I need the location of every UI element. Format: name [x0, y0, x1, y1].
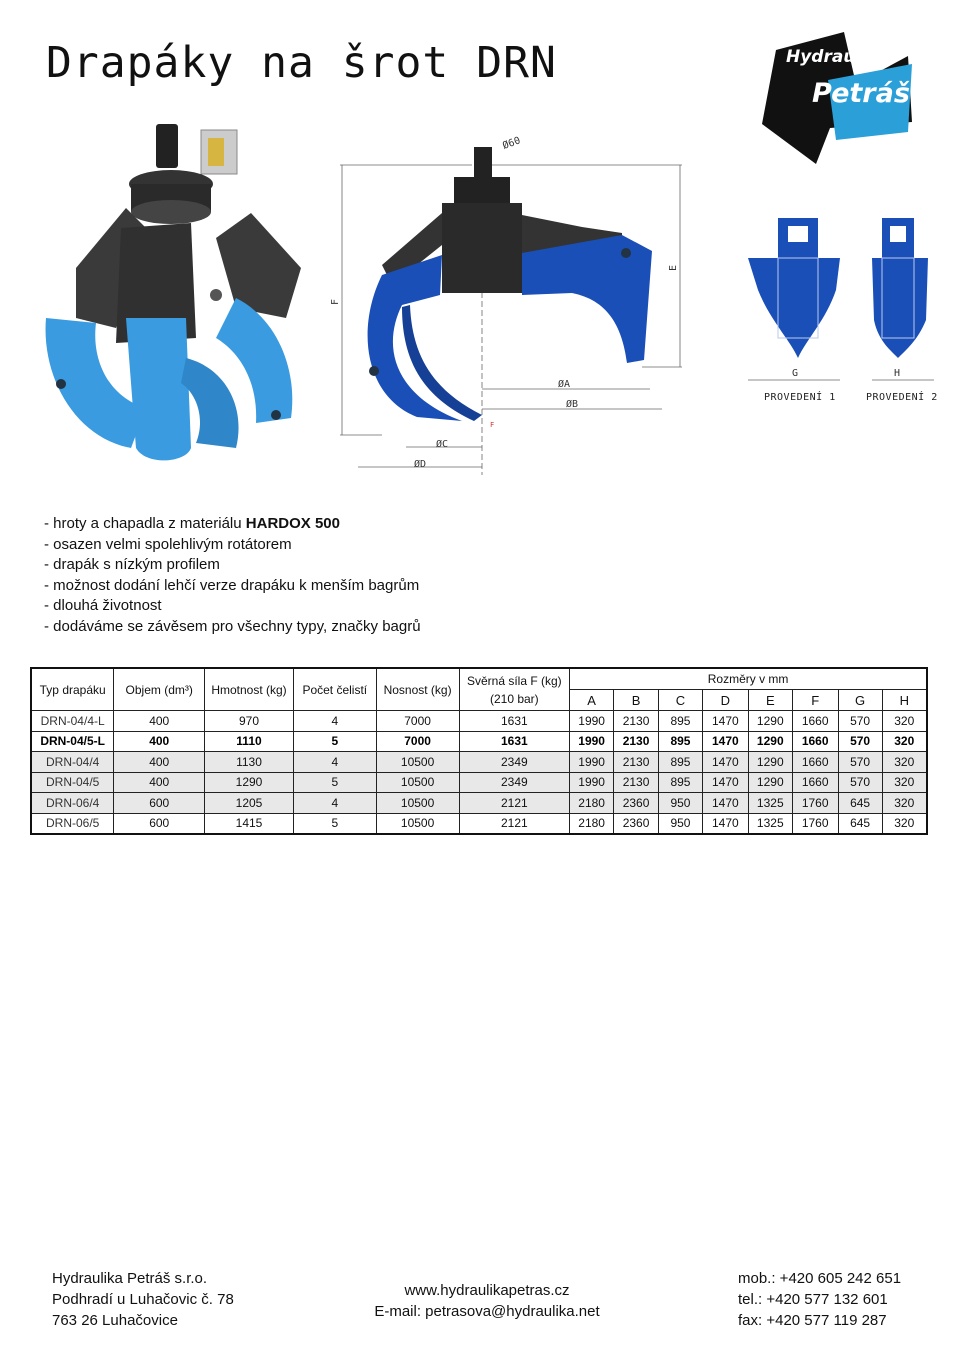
table-cell: 2130 — [614, 752, 659, 773]
table-cell: 970 — [205, 711, 294, 732]
table-cell: 1990 — [570, 731, 614, 752]
table-cell: 1470 — [702, 731, 748, 752]
table-cell: 895 — [659, 752, 703, 773]
table-row — [31, 793, 927, 814]
logo-line1: Hydraulika — [786, 47, 890, 67]
feature-item: - hroty a chapadla z materiálu HARDOX 500 — [44, 514, 421, 535]
table-cell: 4 — [293, 752, 376, 773]
table-cell: 1110 — [205, 731, 294, 752]
table-cell: 400 — [114, 711, 205, 732]
table-cell: 2121 — [459, 793, 570, 814]
table-cell: 1990 — [570, 711, 614, 732]
table-cell: 400 — [114, 731, 205, 752]
table-cell: 895 — [659, 772, 703, 793]
technical-drawing — [322, 135, 702, 475]
variant-2-drawing — [872, 218, 934, 380]
cell-type-name: DRN-04/4 — [31, 752, 114, 773]
cell-type-name: DRN-04/5-L — [31, 731, 114, 752]
table-cell: 1415 — [205, 813, 294, 834]
footer-web — [320, 1280, 654, 1322]
table-cell: 10500 — [376, 772, 459, 793]
table-cell: 600 — [114, 793, 205, 814]
table-cell: 7000 — [376, 711, 459, 732]
header-dim-col: H — [882, 690, 927, 711]
table-cell: 1660 — [792, 731, 838, 752]
footer-contacts — [738, 1268, 901, 1331]
table-cell: 1290 — [748, 752, 792, 773]
table-cell: 1660 — [792, 711, 838, 732]
footer-website-link[interactable]: www.hydraulikapetras.cz — [404, 1282, 570, 1299]
dim-label: ØD — [414, 459, 427, 470]
dim-label: E — [668, 264, 679, 271]
header-dim-col: F — [792, 690, 838, 711]
footer-company: Hydraulika Petráš s.r.o. — [52, 1270, 208, 1287]
table-cell: 2360 — [614, 813, 659, 834]
table-cell: 10500 — [376, 793, 459, 814]
table-cell: 895 — [659, 711, 703, 732]
table-cell: 1990 — [570, 772, 614, 793]
table-cell: 1660 — [792, 772, 838, 793]
cell-type-name: DRN-06/5 — [31, 813, 114, 834]
table-cell: 5 — [293, 731, 376, 752]
table-cell: 950 — [659, 793, 703, 814]
table-cell: 10500 — [376, 752, 459, 773]
table-cell: 600 — [114, 813, 205, 834]
header-capacity: Nosnost (kg) — [376, 668, 459, 711]
table-cell: 1631 — [459, 731, 570, 752]
table-cell: 320 — [882, 711, 927, 732]
table-cell: 645 — [838, 813, 882, 834]
footer-address — [52, 1268, 234, 1331]
table-cell: 1325 — [748, 793, 792, 814]
table-cell: 1470 — [702, 813, 748, 834]
table-cell: 2180 — [570, 813, 614, 834]
variant-2-label: PROVEDENÍ 2 — [866, 392, 938, 403]
table-cell: 1760 — [792, 813, 838, 834]
table-cell: 1660 — [792, 752, 838, 773]
table-cell: 2349 — [459, 772, 570, 793]
dim-label: ØA — [558, 379, 571, 390]
table-cell: 400 — [114, 772, 205, 793]
dim-label: G — [792, 368, 799, 379]
footer-email-link[interactable]: E-mail: petrasova@hydraulika.net — [374, 1303, 600, 1320]
table-cell: 2180 — [570, 793, 614, 814]
table-row — [31, 772, 927, 793]
table-cell: 1290 — [748, 711, 792, 732]
table-cell: 320 — [882, 793, 927, 814]
cell-type-name: DRN-04/5 — [31, 772, 114, 793]
table-cell: 2130 — [614, 731, 659, 752]
table-cell: 320 — [882, 731, 927, 752]
table-cell: 320 — [882, 752, 927, 773]
table-row — [31, 813, 927, 834]
header-volume: Objem (dm³) — [114, 668, 205, 711]
dim-label: H — [894, 368, 901, 379]
company-logo — [756, 28, 916, 164]
table-cell: 4 — [293, 793, 376, 814]
dim-label: ØC — [436, 439, 449, 450]
header-dim-col: C — [659, 690, 703, 711]
table-cell: 1760 — [792, 793, 838, 814]
variant-drawings — [736, 210, 946, 410]
table-cell: 2130 — [614, 711, 659, 732]
table-row — [31, 711, 927, 732]
header-force-line1: Svěrná síla F (kg) — [466, 673, 562, 688]
table-cell: 1130 — [205, 752, 294, 773]
table-cell: 1631 — [459, 711, 570, 732]
table-cell: 1470 — [702, 711, 748, 732]
dim-label: F — [330, 298, 341, 305]
table-cell: 7000 — [376, 731, 459, 752]
table-cell: 1990 — [570, 752, 614, 773]
footer-fax: fax: +420 577 119 287 — [738, 1312, 887, 1329]
variant-1-label: PROVEDENÍ 1 — [764, 392, 836, 403]
table-cell: 2130 — [614, 772, 659, 793]
table-cell: 1470 — [702, 772, 748, 793]
header-dim-col: A — [570, 690, 614, 711]
logo-line2: Petráš — [812, 78, 910, 109]
cell-type-name: DRN-04/4-L — [31, 711, 114, 732]
table-cell: 570 — [838, 711, 882, 732]
header-force — [459, 668, 570, 711]
spec-table — [30, 667, 928, 835]
table-row — [31, 752, 927, 773]
table-cell: 5 — [293, 813, 376, 834]
table-cell: 950 — [659, 813, 703, 834]
table-cell: 1325 — [748, 813, 792, 834]
table-cell: 570 — [838, 752, 882, 773]
feature-item: - možnost dodání lehčí verze drapáku k menším bagrům — [44, 576, 421, 597]
product-photo — [36, 118, 306, 473]
table-cell: 2349 — [459, 752, 570, 773]
spec-table-body — [31, 711, 927, 835]
table-cell: 1470 — [702, 793, 748, 814]
header-jaws: Počet čelistí — [293, 668, 376, 711]
feature-item: - dlouhá životnost — [44, 596, 421, 617]
dim-label: F — [490, 421, 495, 429]
feature-item: - drapák s nízkým profilem — [44, 555, 421, 576]
page-title: Drapáky na šrot DRN — [46, 38, 557, 88]
table-cell: 2360 — [614, 793, 659, 814]
header-weight: Hmotnost (kg) — [205, 668, 294, 711]
header-force-line2: (210 bar) — [489, 691, 539, 706]
header-type: Typ drapáku — [31, 668, 114, 711]
variant-1-drawing — [748, 218, 840, 380]
footer-mobile: mob.: +420 605 242 651 — [738, 1270, 902, 1287]
feature-item: - osazen velmi spolehlivým rotátorem — [44, 535, 421, 556]
table-cell: 570 — [838, 772, 882, 793]
table-cell: 1290 — [748, 772, 792, 793]
header-dim-col: E — [748, 690, 792, 711]
table-cell: 1290 — [205, 772, 294, 793]
table-cell: 645 — [838, 793, 882, 814]
table-row — [31, 731, 927, 752]
feature-highlight: HARDOX 500 — [245, 515, 340, 532]
table-cell: 320 — [882, 813, 927, 834]
feature-list — [44, 514, 421, 638]
footer-city: 763 26 Luhačovice — [52, 1312, 178, 1329]
table-cell: 5 — [293, 772, 376, 793]
feature-item: - dodáváme se závěsem pro všechny typy, značky bagrů — [44, 617, 421, 638]
table-cell: 2121 — [459, 813, 570, 834]
footer-street: Podhradí u Luhačovic č. 78 — [52, 1291, 234, 1308]
dim-label: ØB — [566, 399, 579, 410]
table-cell: 1470 — [702, 752, 748, 773]
dim-label: Ø60 — [501, 135, 522, 152]
table-cell: 570 — [838, 731, 882, 752]
table-cell: 10500 — [376, 813, 459, 834]
table-cell: 1205 — [205, 793, 294, 814]
table-cell: 4 — [293, 711, 376, 732]
header-dim-col: D — [702, 690, 748, 711]
cell-type-name: DRN-06/4 — [31, 793, 114, 814]
table-cell: 1290 — [748, 731, 792, 752]
header-dim-col: G — [838, 690, 882, 711]
table-cell: 895 — [659, 731, 703, 752]
header-dim-col: B — [614, 690, 659, 711]
header-dims: Rozměry v mm — [570, 668, 927, 690]
table-cell: 320 — [882, 772, 927, 793]
footer-phone: tel.: +420 577 132 601 — [738, 1291, 888, 1308]
table-cell: 400 — [114, 752, 205, 773]
